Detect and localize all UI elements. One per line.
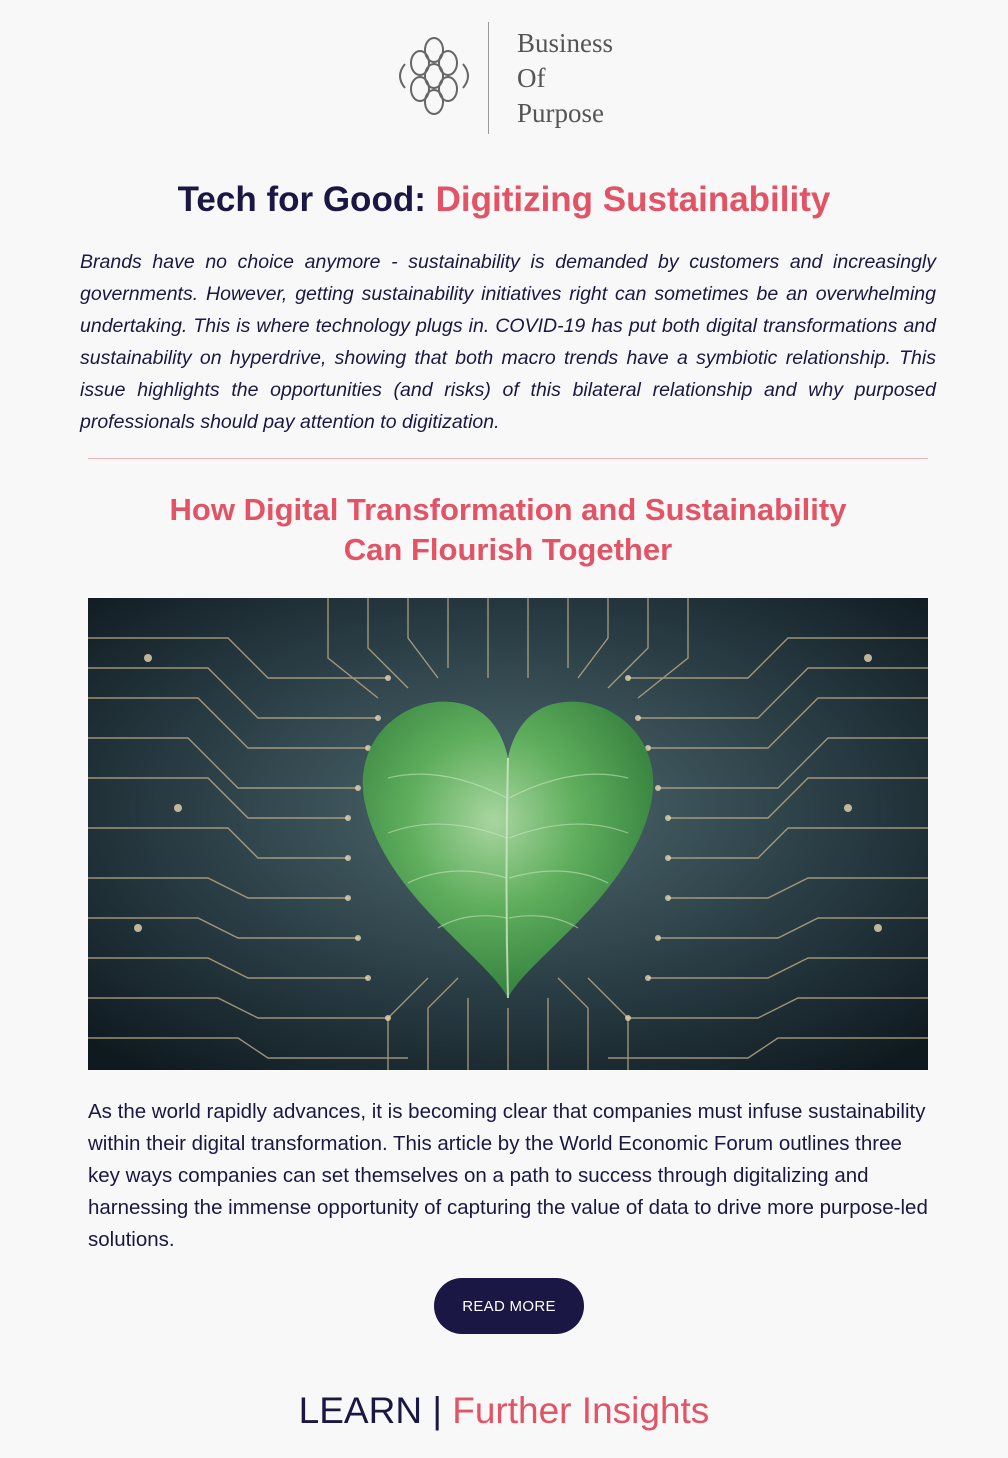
article-hero-image[interactable]: [88, 598, 928, 1070]
logo-wordmark: [517, 26, 613, 131]
article-title-line-2[interactable]: Can Flourish Together: [343, 532, 673, 567]
logo-knot-icon: [393, 36, 475, 116]
brand-logo[interactable]: [0, 20, 1008, 136]
further-insights-label: Further Insights: [452, 1390, 710, 1431]
logo-line-3: Purpose: [517, 98, 604, 128]
logo-line-2: Of: [517, 63, 546, 93]
learn-label: LEARN: [298, 1390, 423, 1431]
article-title[interactable]: [88, 490, 928, 570]
page-title: [0, 178, 1008, 222]
heart-leaf-circuit-image: [88, 598, 928, 1070]
article-title-line-1[interactable]: How Digital Transformation and Sustainability: [169, 492, 847, 527]
section-divider: [88, 458, 928, 459]
logo-line-1: Business: [517, 28, 614, 58]
logo-divider: [488, 22, 489, 134]
page-title-prefix: Tech for Good:: [177, 180, 426, 219]
page-title-topic: Digitizing Sustainability: [435, 180, 831, 219]
intro-paragraph: Brands have no choice anymore - sustainability is demanded by customers and increasingly governments. However, getting sustainability initiatives right can sometimes be an overwhelming undertaking. This is where technology plugs in. COVID-19 has put both digital transformations and sustainability on hyperdrive, showing that both macro trends have a symbiotic relationship. This issue highlights the opportunities (and risks) of this bilateral relationship and why purposed professionals should pay attention to digitization.: [80, 251, 936, 433]
learn-separator: |: [432, 1390, 442, 1431]
article-body: As the world rapidly advances, it is becoming clear that companies must infuse sustainability within their digital transformation. This article by the World Economic Forum outlines three key ways companies can set themselves on a path to success through digitalizing and harnessing the immense opportunity of capturing the value of data to drive more purpose-led solutions.: [88, 1100, 928, 1251]
read-more-button[interactable]: READ MORE: [434, 1278, 584, 1334]
learn-section-heading: [0, 1386, 1008, 1436]
